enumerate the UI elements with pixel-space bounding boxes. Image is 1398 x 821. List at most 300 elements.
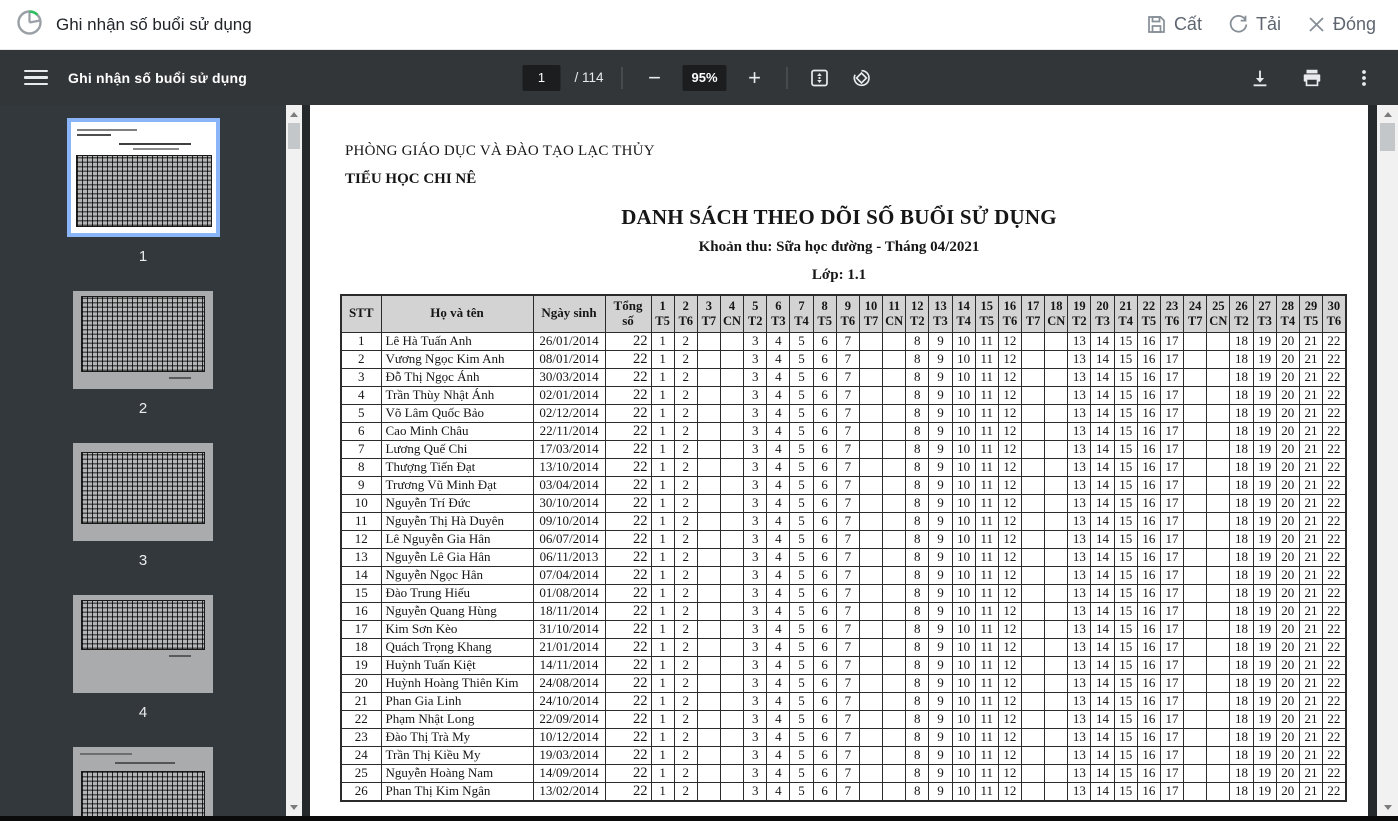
cell-day-25 [1207, 638, 1230, 656]
cell-day-5: 3 [744, 440, 767, 458]
cell-day-14: 10 [952, 512, 975, 530]
cell-day-19: 13 [1068, 674, 1091, 692]
cell-day-26: 18 [1230, 386, 1253, 404]
cell-day-17 [1022, 404, 1045, 422]
cell-day-14: 10 [952, 332, 975, 350]
cell-day-19: 13 [1068, 710, 1091, 728]
cell-dob: 13/02/2014 [533, 782, 605, 801]
cell-day-24 [1184, 422, 1207, 440]
page-thumbnail-2[interactable] [73, 291, 213, 389]
cell-day-6: 4 [767, 350, 790, 368]
page-thumbnail-1[interactable] [67, 118, 220, 237]
cell-day-27: 19 [1253, 386, 1276, 404]
cell-day-26: 18 [1230, 584, 1253, 602]
cell-day-17 [1022, 440, 1045, 458]
thumbnail-page-number: 3 [138, 552, 148, 569]
table-row [341, 404, 1346, 422]
cell-day-16: 12 [998, 602, 1021, 620]
cell-day-8: 6 [813, 602, 836, 620]
cell-day-23: 17 [1160, 674, 1183, 692]
cell-day-18 [1045, 764, 1068, 782]
more-options-kebab-icon[interactable] [1350, 64, 1378, 92]
col-header-day-12: 12 T2 [906, 295, 929, 332]
col-header-day-9: 9 T6 [836, 295, 859, 332]
cell-day-5: 3 [744, 656, 767, 674]
cell-day-22: 16 [1137, 602, 1160, 620]
sidebar-scrollbar-thumb[interactable] [288, 123, 300, 149]
cell-day-8: 6 [813, 512, 836, 530]
cell-day-28: 20 [1276, 674, 1299, 692]
cell-day-3 [697, 404, 720, 422]
cell-day-12: 8 [906, 584, 929, 602]
cell-day-2: 2 [674, 422, 697, 440]
cell-dob: 24/10/2014 [533, 692, 605, 710]
cell-day-28: 20 [1276, 728, 1299, 746]
col-header-day-2: 2 T6 [674, 295, 697, 332]
cell-day-26: 18 [1230, 566, 1253, 584]
window-bottom-edge [0, 816, 1398, 821]
cell-day-10 [859, 368, 882, 386]
thumbnail-text-line [80, 753, 132, 755]
cell-name: Đào Thị Trà My [381, 728, 533, 746]
cell-day-28: 20 [1276, 440, 1299, 458]
cell-day-11 [883, 638, 906, 656]
cell-day-1: 1 [651, 710, 674, 728]
cell-stt: 14 [341, 566, 381, 584]
cell-day-26: 18 [1230, 746, 1253, 764]
pdf-page-zoom-controls [522, 50, 875, 105]
cell-day-3 [697, 674, 720, 692]
cell-day-22: 16 [1137, 494, 1160, 512]
col-header-day-27: 27 T3 [1253, 295, 1276, 332]
cell-day-13: 9 [929, 566, 952, 584]
cell-day-12: 8 [906, 404, 929, 422]
cell-day-18 [1045, 548, 1068, 566]
cell-day-17 [1022, 530, 1045, 548]
cell-day-1: 1 [651, 530, 674, 548]
cell-total: 22 [605, 530, 651, 548]
cell-day-3 [697, 692, 720, 710]
cell-day-21: 15 [1114, 476, 1137, 494]
cell-day-22: 16 [1137, 710, 1160, 728]
cell-name: Cao Minh Châu [381, 422, 533, 440]
cell-day-24 [1184, 476, 1207, 494]
cell-day-24 [1184, 656, 1207, 674]
page-thumbnail-4[interactable] [73, 595, 213, 693]
cell-day-17 [1022, 494, 1045, 512]
cell-day-5: 3 [744, 566, 767, 584]
col-header-day-29: 29 T5 [1299, 295, 1322, 332]
page-number-input[interactable] [522, 65, 560, 91]
scroll-down-arrow-icon[interactable] [286, 800, 302, 814]
cell-day-15: 11 [975, 728, 998, 746]
cell-day-1: 1 [651, 440, 674, 458]
cell-day-28: 20 [1276, 530, 1299, 548]
cell-day-4 [720, 332, 743, 350]
cell-day-8: 6 [813, 620, 836, 638]
cell-day-25 [1207, 548, 1230, 566]
cell-day-2: 2 [674, 674, 697, 692]
cell-day-22: 16 [1137, 746, 1160, 764]
scroll-down-arrow-icon[interactable] [1377, 800, 1398, 814]
cell-day-25 [1207, 476, 1230, 494]
close-button[interactable]: Đóng [1307, 14, 1376, 35]
cell-name: Đào Trung Hiếu [381, 584, 533, 602]
cell-day-6: 4 [767, 584, 790, 602]
cell-total: 22 [605, 656, 651, 674]
cell-stt: 21 [341, 692, 381, 710]
cell-day-27: 19 [1253, 566, 1276, 584]
cell-day-10 [859, 674, 882, 692]
cell-day-10 [859, 620, 882, 638]
cell-day-25 [1207, 350, 1230, 368]
cell-day-2: 2 [674, 350, 697, 368]
cell-dob: 14/09/2014 [533, 764, 605, 782]
cell-day-21: 15 [1114, 422, 1137, 440]
cell-day-13: 9 [929, 548, 952, 566]
cell-day-5: 3 [744, 494, 767, 512]
cell-day-19: 13 [1068, 728, 1091, 746]
cell-day-4 [720, 512, 743, 530]
thumbnail-table-preview [81, 771, 205, 816]
cell-day-29: 21 [1299, 692, 1322, 710]
document-scrollbar[interactable] [1377, 105, 1398, 816]
cell-day-24 [1184, 638, 1207, 656]
cell-day-22: 16 [1137, 512, 1160, 530]
cell-day-24 [1184, 350, 1207, 368]
col-header-day-16: 16 T6 [998, 295, 1021, 332]
cell-day-23: 17 [1160, 656, 1183, 674]
cell-day-26: 18 [1230, 512, 1253, 530]
cell-day-13: 9 [929, 404, 952, 422]
cell-day-29: 21 [1299, 512, 1322, 530]
col-header-day-24: 24 T7 [1184, 295, 1207, 332]
cell-day-3 [697, 548, 720, 566]
cell-day-11 [883, 620, 906, 638]
cell-day-30: 22 [1323, 674, 1346, 692]
cell-day-2: 2 [674, 728, 697, 746]
cell-day-12: 8 [906, 332, 929, 350]
cell-day-29: 21 [1299, 782, 1322, 801]
cell-day-7: 5 [790, 440, 813, 458]
cell-day-25 [1207, 368, 1230, 386]
cell-day-26: 18 [1230, 332, 1253, 350]
cell-day-15: 11 [975, 584, 998, 602]
cell-day-19: 13 [1068, 350, 1091, 368]
scroll-up-arrow-icon[interactable] [1377, 107, 1398, 121]
cell-day-7: 5 [790, 584, 813, 602]
cell-name: Nguyễn Thị Hà Duyên [381, 512, 533, 530]
cell-day-18 [1045, 602, 1068, 620]
save-button[interactable]: Cất [1146, 14, 1202, 35]
download-icon[interactable] [1246, 64, 1274, 92]
cell-day-9: 7 [836, 440, 859, 458]
cell-day-6: 4 [767, 764, 790, 782]
cell-day-20: 14 [1091, 602, 1114, 620]
cell-day-14: 10 [952, 656, 975, 674]
cell-day-24 [1184, 458, 1207, 476]
cell-day-11 [883, 350, 906, 368]
cell-day-21: 15 [1114, 728, 1137, 746]
cell-day-25 [1207, 386, 1230, 404]
cell-day-8: 6 [813, 458, 836, 476]
table-row [341, 728, 1346, 746]
cell-day-5: 3 [744, 476, 767, 494]
document-title: DANH SÁCH THEO DÕI SỐ BUỔI SỬ DỤNG [621, 205, 1057, 229]
cell-day-9: 7 [836, 530, 859, 548]
cell-name: Lương Quế Chi [381, 440, 533, 458]
cell-day-18 [1045, 584, 1068, 602]
cell-stt: 25 [341, 764, 381, 782]
page-thumbnail-5[interactable] [73, 747, 213, 816]
table-row [341, 530, 1346, 548]
cell-day-24 [1184, 566, 1207, 584]
reload-button[interactable]: Tải [1228, 14, 1281, 35]
cell-day-5: 3 [744, 368, 767, 386]
cell-day-21: 15 [1114, 746, 1137, 764]
cell-day-1: 1 [651, 350, 674, 368]
zoom-out-button[interactable]: − [641, 64, 669, 92]
sidebar-scrollbar[interactable] [286, 105, 302, 816]
thumbnail-text-line [133, 148, 179, 150]
cell-day-6: 4 [767, 458, 790, 476]
col-header-day-4: 4 CN [720, 295, 743, 332]
cell-day-23: 17 [1160, 512, 1183, 530]
cell-day-8: 6 [813, 746, 836, 764]
cell-day-22: 16 [1137, 782, 1160, 801]
col-header-stt: STT [341, 295, 381, 332]
cell-day-3 [697, 332, 720, 350]
cell-day-26: 18 [1230, 782, 1253, 801]
cell-day-18 [1045, 530, 1068, 548]
cell-day-18 [1045, 386, 1068, 404]
pdf-document-title: Ghi nhận số buổi sử dụng [68, 69, 248, 86]
cell-day-25 [1207, 746, 1230, 764]
cell-day-23: 17 [1160, 782, 1183, 801]
cell-day-12: 8 [906, 440, 929, 458]
cell-day-26: 18 [1230, 764, 1253, 782]
cell-day-9: 7 [836, 404, 859, 422]
cell-day-18 [1045, 620, 1068, 638]
cell-day-10 [859, 746, 882, 764]
cell-day-12: 8 [906, 422, 929, 440]
cell-day-6: 4 [767, 440, 790, 458]
cell-day-11 [883, 476, 906, 494]
cell-day-10 [859, 512, 882, 530]
cell-day-23: 17 [1160, 440, 1183, 458]
cell-day-4 [720, 548, 743, 566]
rotate-page-button[interactable] [848, 64, 876, 92]
cell-day-29: 21 [1299, 710, 1322, 728]
cell-day-11 [883, 692, 906, 710]
cell-day-17 [1022, 350, 1045, 368]
col-header-name: Họ và tên [381, 295, 533, 332]
cell-day-6: 4 [767, 422, 790, 440]
cell-day-1: 1 [651, 602, 674, 620]
cell-day-5: 3 [744, 638, 767, 656]
cell-day-21: 15 [1114, 548, 1137, 566]
thumbnail-table-preview [81, 296, 205, 372]
cell-day-5: 3 [744, 728, 767, 746]
cell-name: Trương Vũ Minh Đạt [381, 476, 533, 494]
cell-day-26: 18 [1230, 458, 1253, 476]
cell-day-10 [859, 350, 882, 368]
cell-day-13: 9 [929, 368, 952, 386]
cell-day-10 [859, 386, 882, 404]
cell-day-7: 5 [790, 764, 813, 782]
cell-day-11 [883, 674, 906, 692]
cell-day-2: 2 [674, 368, 697, 386]
cell-day-2: 2 [674, 566, 697, 584]
cell-day-17 [1022, 566, 1045, 584]
cell-day-13: 9 [929, 656, 952, 674]
cell-day-17 [1022, 368, 1045, 386]
cell-day-9: 7 [836, 692, 859, 710]
cell-day-19: 13 [1068, 566, 1091, 584]
cell-day-14: 10 [952, 692, 975, 710]
col-header-day-10: 10 T7 [859, 295, 882, 332]
cell-total: 22 [605, 638, 651, 656]
cell-day-1: 1 [651, 566, 674, 584]
cell-day-15: 11 [975, 566, 998, 584]
cell-day-13: 9 [929, 386, 952, 404]
cell-day-2: 2 [674, 332, 697, 350]
col-header-day-19: 19 T2 [1068, 295, 1091, 332]
cell-day-20: 14 [1091, 494, 1114, 512]
cell-day-6: 4 [767, 728, 790, 746]
cell-day-8: 6 [813, 440, 836, 458]
cell-day-16: 12 [998, 764, 1021, 782]
cell-day-14: 10 [952, 710, 975, 728]
cell-day-19: 13 [1068, 422, 1091, 440]
col-header-day-30: 30 T6 [1323, 295, 1346, 332]
cell-day-10 [859, 602, 882, 620]
cell-day-6: 4 [767, 494, 790, 512]
cell-day-28: 20 [1276, 566, 1299, 584]
cell-day-19: 13 [1068, 476, 1091, 494]
cell-day-26: 18 [1230, 476, 1253, 494]
cell-day-26: 18 [1230, 494, 1253, 512]
page-count-label: / 114 [574, 70, 604, 85]
col-header-day-22: 22 T5 [1137, 295, 1160, 332]
cell-name: Quách Trọng Khang [381, 638, 533, 656]
cell-day-14: 10 [952, 602, 975, 620]
cell-day-25 [1207, 458, 1230, 476]
cell-day-15: 11 [975, 386, 998, 404]
cell-day-7: 5 [790, 332, 813, 350]
cell-day-18 [1045, 350, 1068, 368]
thumbnail-sidebar [0, 105, 286, 816]
cell-day-4 [720, 566, 743, 584]
table-row [341, 440, 1346, 458]
cell-day-7: 5 [790, 404, 813, 422]
zoom-in-button[interactable]: + [741, 64, 769, 92]
cell-day-19: 13 [1068, 602, 1091, 620]
cell-day-17 [1022, 476, 1045, 494]
cell-day-1: 1 [651, 368, 674, 386]
cell-day-25 [1207, 332, 1230, 350]
cell-day-28: 20 [1276, 710, 1299, 728]
cell-day-24 [1184, 620, 1207, 638]
cell-day-29: 21 [1299, 386, 1322, 404]
cell-stt: 22 [341, 710, 381, 728]
cell-day-30: 22 [1323, 440, 1346, 458]
cell-stt: 13 [341, 548, 381, 566]
cell-day-24 [1184, 332, 1207, 350]
cell-day-14: 10 [952, 458, 975, 476]
cell-day-16: 12 [998, 692, 1021, 710]
cell-day-13: 9 [929, 530, 952, 548]
cell-day-20: 14 [1091, 674, 1114, 692]
thumbnail-table-preview [81, 600, 205, 650]
cell-day-12: 8 [906, 602, 929, 620]
cell-dob: 06/11/2013 [533, 548, 605, 566]
fit-page-button[interactable] [806, 64, 834, 92]
cell-day-7: 5 [790, 530, 813, 548]
cell-day-5: 3 [744, 386, 767, 404]
cell-total: 22 [605, 386, 651, 404]
cell-day-25 [1207, 422, 1230, 440]
cell-name: Kim Sơn Kèo [381, 620, 533, 638]
scroll-up-arrow-icon[interactable] [286, 107, 302, 121]
document-scrollbar-thumb[interactable] [1380, 123, 1395, 151]
cell-day-18 [1045, 656, 1068, 674]
cell-day-3 [697, 620, 720, 638]
cell-day-12: 8 [906, 656, 929, 674]
cell-day-30: 22 [1323, 332, 1346, 350]
cell-day-23: 17 [1160, 584, 1183, 602]
cell-total: 22 [605, 746, 651, 764]
cell-day-14: 10 [952, 530, 975, 548]
cell-name: Thượng Tiến Đạt [381, 458, 533, 476]
cell-day-15: 11 [975, 350, 998, 368]
cell-total: 22 [605, 692, 651, 710]
cell-day-20: 14 [1091, 764, 1114, 782]
cell-dob: 30/10/2014 [533, 494, 605, 512]
cell-day-7: 5 [790, 476, 813, 494]
cell-day-18 [1045, 422, 1068, 440]
cell-day-20: 14 [1091, 368, 1114, 386]
cell-day-21: 15 [1114, 764, 1137, 782]
cell-day-1: 1 [651, 692, 674, 710]
cell-day-7: 5 [790, 728, 813, 746]
page-thumbnail-3[interactable] [73, 443, 213, 541]
cell-day-11 [883, 386, 906, 404]
cell-day-27: 19 [1253, 602, 1276, 620]
cell-day-29: 21 [1299, 620, 1322, 638]
print-icon[interactable] [1298, 64, 1326, 92]
cell-day-5: 3 [744, 350, 767, 368]
cell-day-3 [697, 350, 720, 368]
cell-day-6: 4 [767, 674, 790, 692]
cell-day-26: 18 [1230, 602, 1253, 620]
cell-day-13: 9 [929, 494, 952, 512]
cell-day-27: 19 [1253, 584, 1276, 602]
cell-day-28: 20 [1276, 620, 1299, 638]
cell-day-20: 14 [1091, 710, 1114, 728]
cell-day-9: 7 [836, 566, 859, 584]
viewer-background [302, 105, 310, 816]
cell-day-23: 17 [1160, 458, 1183, 476]
cell-day-28: 20 [1276, 764, 1299, 782]
menu-icon[interactable] [24, 66, 48, 90]
cell-day-20: 14 [1091, 530, 1114, 548]
cell-name: Vương Ngọc Kim Anh [381, 350, 533, 368]
cell-day-2: 2 [674, 440, 697, 458]
cell-day-24 [1184, 584, 1207, 602]
col-header-day-5: 5 T2 [744, 295, 767, 332]
cell-day-19: 13 [1068, 440, 1091, 458]
